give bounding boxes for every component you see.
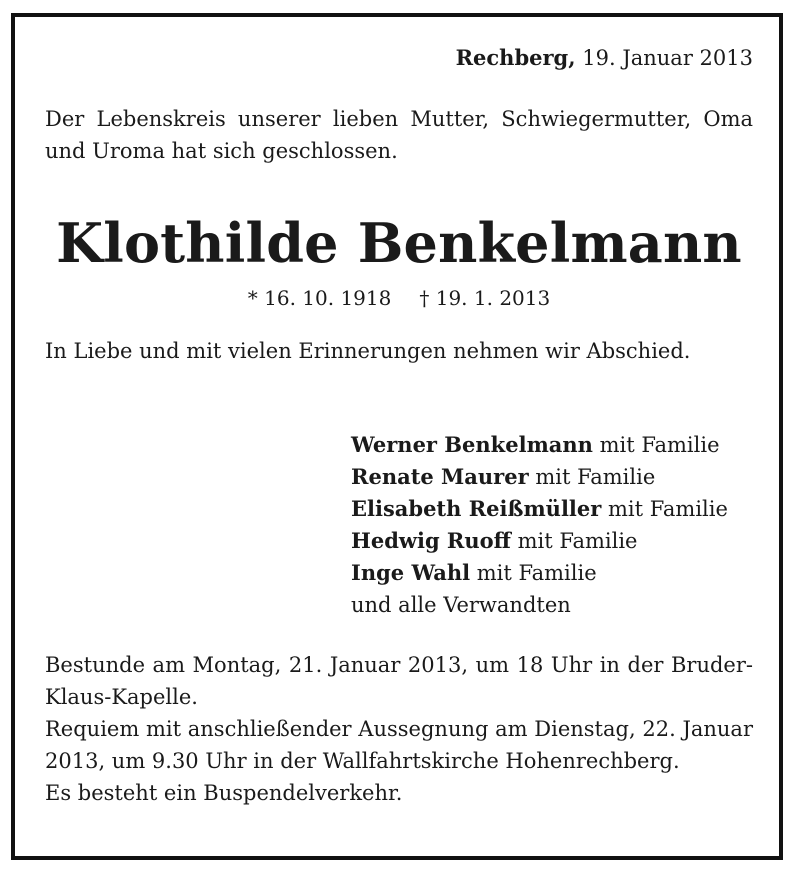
notice-date: 19. Januar 2013: [582, 46, 753, 70]
mourner-row: [351, 429, 728, 461]
intro-text: Der Lebenskreis unserer lieben Mutter, Schwiegermutter, Oma und Uroma hat sich geschlossen.: [45, 107, 753, 163]
deceased-name: Klothilde Benkelmann: [56, 211, 742, 275]
relatives-line: und alle Verwandten: [351, 593, 571, 617]
mourners-list: [351, 429, 728, 621]
mourner-name: Elisabeth Reißmüller: [351, 496, 602, 521]
mourner-name: Werner Benkelmann: [351, 432, 593, 457]
mourner-row: [351, 525, 728, 557]
death-date: † 19. 1. 2013: [419, 286, 551, 310]
mourner-name: Inge Wahl: [351, 560, 471, 585]
birth-date: * 16. 10. 1918: [247, 286, 392, 310]
place-name: Rechberg,: [455, 45, 576, 70]
prayer-service-text: Bestunde am Montag, 21. Januar 2013, um 18 Uhr in der Bruder-Klaus-Kapelle.: [45, 653, 753, 709]
requiem-text: Requiem mit anschließender Aussegnung am Dienstag, 22. Januar 2013, um 9.30 Uhr in der Wallfahrtskirche Hohenrechberg.: [45, 717, 753, 773]
mourner-suffix: mit Familie: [592, 433, 720, 457]
mourner-suffix: mit Familie: [470, 561, 597, 585]
mourner-row: [351, 493, 728, 525]
mourner-suffix: mit Familie: [528, 465, 656, 489]
life-dates: [45, 283, 753, 313]
shuttle-text: Es besteht ein Buspendelverkehr.: [45, 781, 403, 805]
mourner-suffix: mit Familie: [510, 529, 638, 553]
farewell-text: In Liebe und mit vielen Erinnerungen nehmen wir Abschied.: [45, 339, 691, 363]
mourner-name: Hedwig Ruoff: [351, 528, 511, 553]
mourner-suffix: mit Familie: [601, 497, 728, 521]
mourner-row: [351, 461, 728, 493]
mourner-name: Renate Maurer: [351, 464, 529, 489]
obituary-frame: [11, 13, 783, 860]
place-date: [456, 43, 753, 73]
obituary-content: [45, 17, 753, 856]
mourner-row: [351, 557, 728, 589]
service-info: [45, 649, 753, 809]
